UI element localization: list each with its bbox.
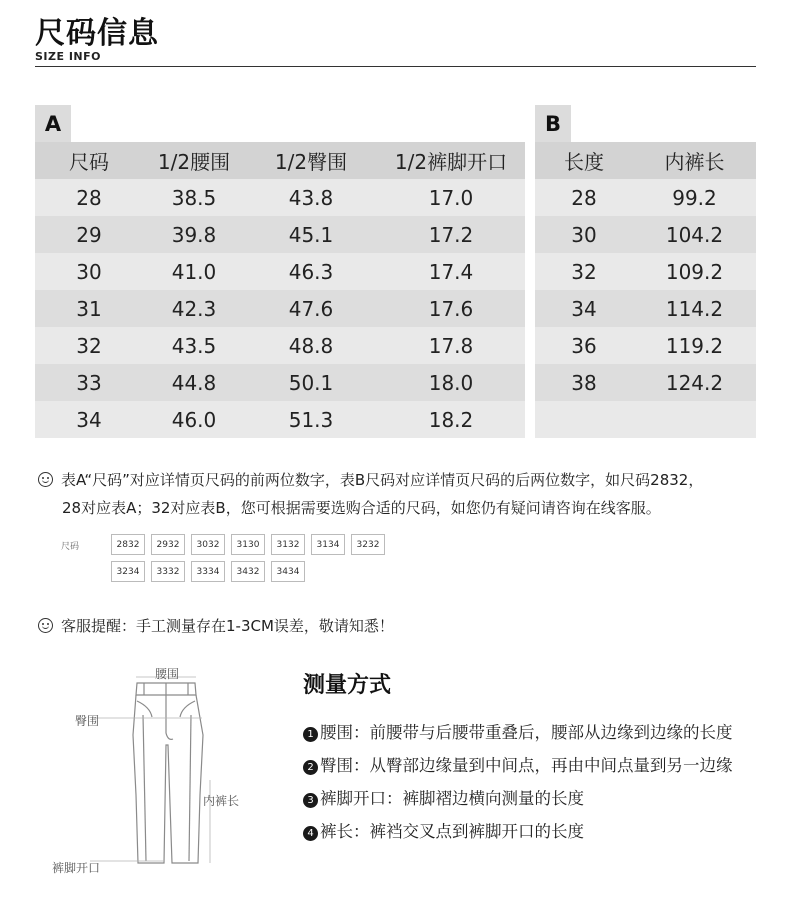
size-table-a	[35, 105, 525, 438]
size-code-box: 3332	[151, 561, 185, 582]
table-a-header: 1/2臀围	[245, 142, 377, 179]
table-a-cell: 34	[35, 401, 143, 438]
size-code-box: 3134	[311, 534, 345, 555]
size-code-box: 2832	[111, 534, 145, 555]
table-b-cell: 124.2	[633, 364, 756, 401]
table-a-cell: 51.3	[245, 401, 377, 438]
size-note	[38, 466, 703, 522]
table-b-cell: 119.2	[633, 327, 756, 364]
size-note-line-2: 28对应表A；32对应表B，您可根据需要选购合适的尺码，如您仍有疑问请咨询在线客服。	[62, 499, 661, 517]
table-a-cell: 46.3	[245, 253, 377, 290]
method-item	[303, 785, 584, 809]
page-title: 尺码信息	[35, 16, 159, 51]
table-a-cell: 18.0	[377, 364, 525, 401]
service-reminder: 客服提醒：手工测量存在1-3CM误差，敬请知悉！	[38, 612, 394, 640]
table-a-label: A	[35, 105, 71, 142]
table-b-header: 内裤长	[633, 142, 756, 179]
table-a-cell: 18.2	[377, 401, 525, 438]
table-a-cell: 31	[35, 290, 143, 327]
smile-icon	[38, 472, 53, 487]
diagram-hem-label: 裤脚开口	[52, 861, 101, 875]
table-b-cell: 38	[535, 364, 633, 401]
table-a-grid	[35, 142, 525, 438]
table-a-cell: 42.3	[143, 290, 245, 327]
table-a-header: 尺码	[35, 142, 143, 179]
pants-outline-icon	[40, 655, 280, 885]
title-divider	[35, 66, 756, 67]
table-a-cell: 17.2	[377, 216, 525, 253]
size-code-box: 3234	[111, 561, 145, 582]
size-code-box: 3130	[231, 534, 265, 555]
size-code-box: 3434	[271, 561, 305, 582]
method-item	[303, 752, 733, 776]
table-b-header: 长度	[535, 142, 633, 179]
table-b-cell	[633, 401, 756, 438]
table-b-cell: 36	[535, 327, 633, 364]
table-b-cell: 30	[535, 216, 633, 253]
diagram-hip-label: 臀围	[75, 714, 100, 728]
table-a-cell: 50.1	[245, 364, 377, 401]
table-a-cell: 44.8	[143, 364, 245, 401]
table-a-cell: 39.8	[143, 216, 245, 253]
table-a-cell: 30	[35, 253, 143, 290]
page-subtitle: SIZE INFO	[35, 50, 101, 63]
table-b-grid	[535, 142, 756, 438]
table-a-cell: 32	[35, 327, 143, 364]
size-note-line-1: 表A“尺码”对应详情页尺码的前两位数字，表B尺码对应详情页尺码的后两位数字，如尺码2832，	[38, 466, 703, 494]
method-item-text: 腰围：前腰带与后腰带重叠后，腰部从边缘到边缘的长度	[320, 723, 733, 742]
method-item	[303, 818, 584, 842]
table-b-cell: 99.2	[633, 179, 756, 216]
table-b-cell: 34	[535, 290, 633, 327]
table-a-header: 1/2裤脚开口	[377, 142, 525, 179]
size-code-box: 3334	[191, 561, 225, 582]
size-code-box: 2932	[151, 534, 185, 555]
size-code-box: 3232	[351, 534, 385, 555]
table-b-cell: 104.2	[633, 216, 756, 253]
table-a-cell: 47.6	[245, 290, 377, 327]
table-a-cell: 43.8	[245, 179, 377, 216]
table-a-cell: 17.4	[377, 253, 525, 290]
number-badge-icon: 1	[303, 727, 318, 742]
table-a-cell: 17.0	[377, 179, 525, 216]
table-b-label: B	[535, 105, 571, 142]
table-b-cell: 109.2	[633, 253, 756, 290]
table-a-cell: 43.5	[143, 327, 245, 364]
size-code-label: 尺码	[61, 542, 80, 552]
table-a-cell: 48.8	[245, 327, 377, 364]
table-a-header: 1/2腰围	[143, 142, 245, 179]
table-a-cell: 28	[35, 179, 143, 216]
size-code-box: 3432	[231, 561, 265, 582]
method-item-text: 裤脚开口：裤脚褶边横向测量的长度	[320, 789, 584, 808]
table-b-cell: 32	[535, 253, 633, 290]
number-badge-icon: 3	[303, 793, 318, 808]
pants-diagram	[40, 655, 280, 885]
method-title: 测量方式	[303, 673, 392, 698]
table-a-cell: 17.8	[377, 327, 525, 364]
table-a-cell: 33	[35, 364, 143, 401]
table-a-cell: 38.5	[143, 179, 245, 216]
table-a-cell: 46.0	[143, 401, 245, 438]
number-badge-icon: 2	[303, 760, 318, 775]
method-item-text: 裤长：裤裆交叉点到裤脚开口的长度	[320, 822, 584, 841]
table-a-cell: 41.0	[143, 253, 245, 290]
table-a-cell: 45.1	[245, 216, 377, 253]
diagram-waist-label: 腰围	[155, 667, 180, 681]
size-code-box: 3032	[191, 534, 225, 555]
method-item-text: 臀围：从臀部边缘量到中间点，再由中间点量到另一边缘	[320, 756, 733, 775]
size-table-b	[535, 105, 756, 438]
smile-icon	[38, 618, 53, 633]
diagram-inseam-label: 内裤长	[203, 794, 240, 808]
table-b-cell: 28	[535, 179, 633, 216]
table-a-cell: 29	[35, 216, 143, 253]
table-a-cell: 17.6	[377, 290, 525, 327]
number-badge-icon: 4	[303, 826, 318, 841]
table-b-cell: 114.2	[633, 290, 756, 327]
method-item	[303, 719, 733, 743]
table-b-cell	[535, 401, 633, 438]
size-code-box: 3132	[271, 534, 305, 555]
